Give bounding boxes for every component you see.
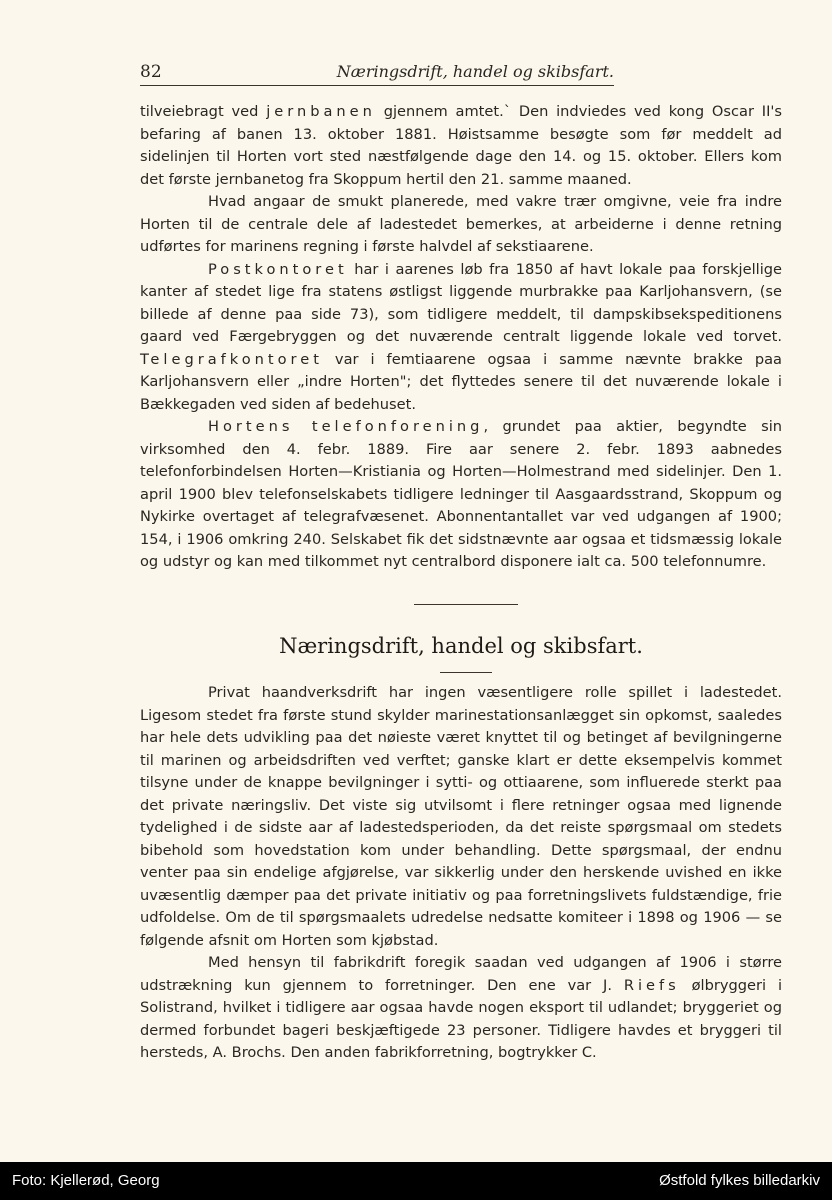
section-title: Næringsdrift, handel og skibsfart. bbox=[279, 634, 643, 658]
text-run: har i aarenes løb fra 1850 af havt lokale paa forskjellige kanter af stedet lige fra statens østligst liggende murbrakke paa Karljohansvern, (se billede af denne paa side 73), som tidligere meddelt, til dampskibsekspeditionens gaard ved Færgebryggen og det nuværende centralt liggende lokale ved torvet. bbox=[140, 260, 782, 345]
spaced-term: jernbanen bbox=[266, 103, 376, 120]
credit-bar bbox=[0, 1162, 832, 1200]
top-text-block bbox=[140, 101, 782, 574]
spaced-term: Telegrafkontoret bbox=[140, 350, 323, 368]
section-text-block bbox=[140, 682, 782, 1065]
text-run: gjennem amtet.` Den indviedes ved kong Oscar II's befaring af banen 13. oktober 1881. Høistsamme besøgte som før meddelt ad sidelinjen til Horten vort sted næstfølgende dage den 14. og 15. oktober. Ellers kom det første jernbanetog fra Skoppum hertil den 21. samme maaned. bbox=[140, 103, 782, 188]
paragraph-crafts: Privat haandverksdrift har ingen væsentligere rolle spillet i ladestedet. Ligesom stedet fra første stund skylder marinestationsanlægget sin opkomst, saaledes har hele dets udvikling paa det nøieste været knyttet til og betinget af bevilgningerne til marinen og arbeidsdriften ved verftet; ganske klart er dette eksempelvis kommet tilsyne under de knappe bevilgninger i sytti- og ottiaarene, som influerede sterkt paa det private næringsliv. Det viste sig utvilsomt i flere retninger ogsaa med lignende tydelighed i de sidste aar af ladestedsperioden, da det reiste spørgsmaal om stedets bibehold som hovedstation kom under behandling. Dette spørgsmaal, der endnu venter paa sin endelige afgjørelse, var sikkerlig under den herskende uvished en ikke uvæsentlig dæmper paa det private initiativ og paa forretningslivets fuldstændige, frie udfoldelse. Om de til spørgsmaalets udredelse nedsatte komiteer i 1898 og 1906 — se følgende afsnit om Horten som kjøbstad. bbox=[140, 684, 782, 949]
running-title: Næringsdrift, handel og skibsfart. bbox=[336, 62, 614, 81]
photographer-credit: Foto: Kjellerød, Georg bbox=[12, 1172, 160, 1189]
page-number: 82 bbox=[140, 62, 162, 82]
archive-credit: Østfold fylkes billedarkiv bbox=[659, 1172, 820, 1189]
paragraph-railway bbox=[140, 101, 782, 191]
running-head bbox=[140, 62, 614, 86]
text-run: Med hensyn til fabrikdrift foregik saadan ved udgangen af 1906 i større udstrækning kun gjennem to forretninger. Den ene var J. bbox=[140, 954, 782, 994]
title-underline bbox=[440, 672, 492, 673]
paragraph-roads: Hvad angaar de smukt planerede, med vakre trær omgivne, veie fra indre Horten til de centrale dele af ladestedet bemerkes, at arbeiderne i denne retning udførtes for marinens regning i første halvdel af sekstiaarene. bbox=[140, 193, 782, 255]
text-run: , grundet paa aktier, begyndte sin virksomhed den 4. febr. 1889. Fire aar senere 2. febr. 1893 aabnedes telefonforbindelsen Horten—Kristiania og Horten—Holmestrand med sidelinjer. Den 1. april 1900 blev telefonselskabets tidligere ledninger til Aasgaardsstrand, Skoppum og Nykirke overtaget af telegrafvæsenet. Abonnentantallet var ved udgangen af 1900; 154, i 1906 omkring 240. Selskabet fik det sidstnævnte aar ogsaa et tidsmæssig lokale og udstyr og kan med tilkommet nyt centralbord disponere ialt ca. 500 telefonnumre. bbox=[140, 418, 783, 570]
section-divider bbox=[414, 604, 518, 605]
spaced-term: Hortens telefonforening bbox=[208, 418, 484, 435]
header-rule bbox=[140, 85, 614, 86]
spaced-term: Riefs bbox=[623, 976, 680, 994]
text-run: ølbryggeri i Solistrand, hvilket i tidligere aar ogsaa havde nogen eksport til udlandet; bryggeriet og dermed forbundet bageri beskjæftigede 23 personer. Tidligere havdes et bryggeri til hersteds, A. Brochs. Den anden fabrikforretning, bogtrykker C. bbox=[140, 976, 782, 1061]
paragraph-telephone bbox=[140, 416, 782, 574]
paragraph-factories bbox=[140, 952, 782, 1065]
spaced-term: Postkontoret bbox=[208, 260, 348, 278]
paragraph-post-telegraph bbox=[140, 259, 782, 417]
text-run: tilveiebragt ved bbox=[140, 103, 267, 120]
text-run: var i femtiaarene ogsaa i samme nævnte brakke paa Karljohansvern eller „indre Horten"; det flyttedes senere til det nuværende lokale i Bækkegaden ved siden af bedehuset. bbox=[140, 350, 782, 413]
